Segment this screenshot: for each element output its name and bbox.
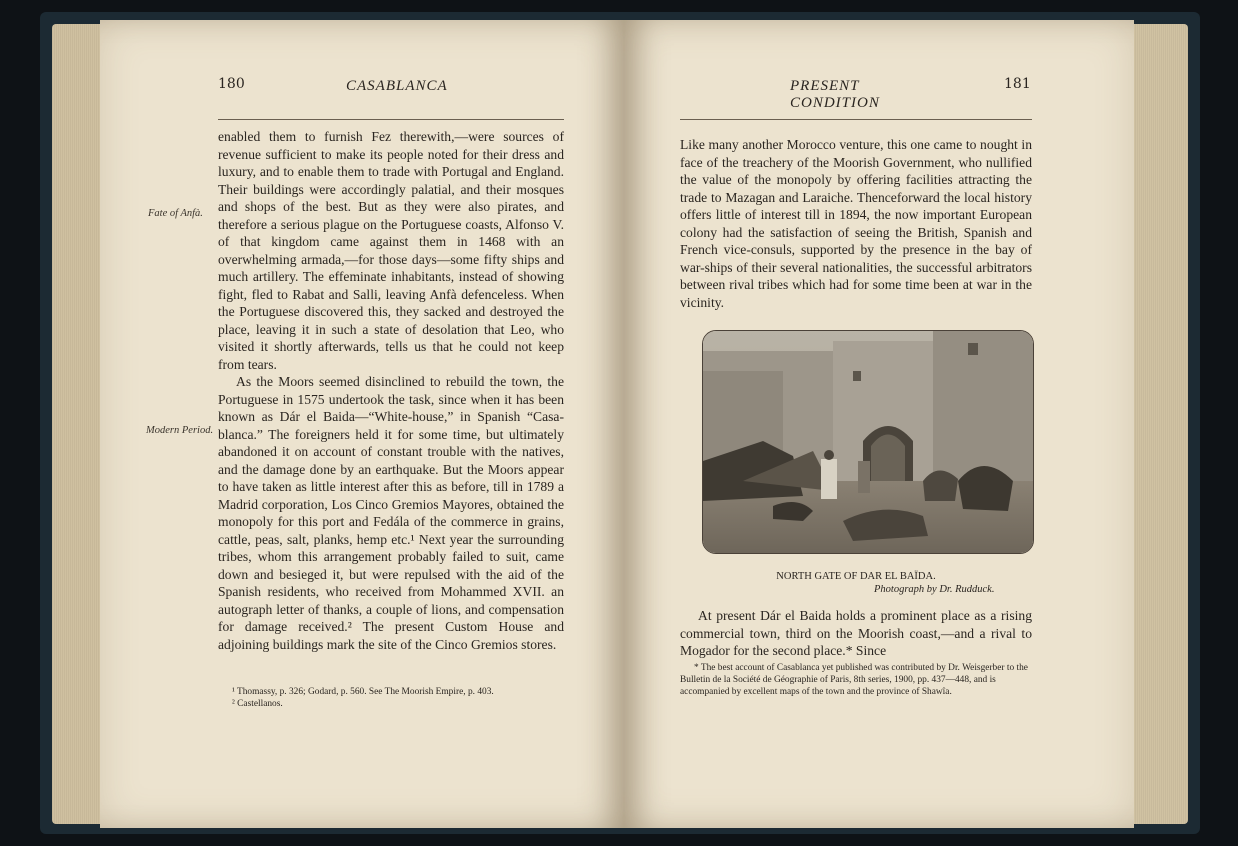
left-footnote-1: ¹ Thomassy, p. 326; Godard, p. 560. See The Moorish Empire, p. 403. — [232, 687, 494, 697]
margin-note-fate-of-anfa: Fate of Anfà. — [148, 208, 203, 219]
left-paragraph-2: As the Moors seemed disinclined to rebuild the town, the Portuguese in 1575 undertook the task, since when it has been known as Dár el Baida—“White-house,” in Spanish “Casa-blanca.” The foreigners held it for some time, but ultimately abandoned it on account of constant trouble with the natives, and the damage done by an earthquake. But the Moors appear to have taken as little interest after this as before, till in 1789 a Madrid corporation, Los Cinco Gremios Mayores, obtained the monopoly for this port and Fedála of the commerce in grains, cattle, peas, salt, planks, hemp etc.¹ Next year the surrounding tribes, whom this arrangement probably failed to suit, came down and besieged it, but were repulsed with the aid of the Spanish residents, who received from Mohammed XVII. an autograph letter of thanks, a couple of lions, and compensation for damage received.² The present Custom House and adjoining buildings mark the site of the Cinco Gremios stores. — [218, 374, 564, 652]
left-footnotes — [218, 686, 564, 710]
photo-caption: NORTH GATE OF DAR EL BAÏDA. — [776, 571, 936, 582]
right-page-number: 181 — [1004, 76, 1031, 92]
right-running-head: PRESENT CONDITION — [790, 78, 880, 111]
north-gate-photograph — [702, 330, 1034, 554]
right-body-text-bottom — [680, 607, 1032, 660]
right-paragraph-1: Like many another Morocco venture, this one came to nought in face of the treachery of the Moorish Government, who nullified the value of the monopoly by offering facilities attracting the trade to Mazagan and Laraiche. Thenceforward the local history offers little of interest till in 1894, the now important European colony had the satisfaction of seeing the British, Spanish and French vice-consuls, supported by the presence in the bay of war-ships of their several nationalities, the successful arbitrators between rival tribes which had for some time been at war in the vicinity. — [680, 137, 1032, 310]
left-page-number: 180 — [218, 76, 245, 92]
left-running-head: CASABLANCA — [346, 78, 448, 94]
left-paragraph-1: enabled them to furnish Fez therewith,—were sources of revenue sufficient to make its people noted for their dress and luxury, and to enable them to trade with Portugal and England. Their buildings were accordingly palatial, and their mosques and shops of the best. But as they were also pirates, and therefore a serious plague on the Portuguese coasts, Alfonso V. of that kingdom came against them in 1468 with an overwhelming armada,—for those days—some fifty ships and much artillery. The effeminate inhabitants, instead of showing fight, fled to Rabat and Salli, leaving Anfà defenceless. When the Portuguese discovered this, they sacked and destroyed the place, leaving it in such a state of desolation that Leo, who visited it shortly afterwards, tells us that he could not keep from tears. — [218, 129, 564, 372]
left-body-text — [218, 128, 564, 653]
right-header-rule — [680, 119, 1032, 120]
photo-credit: Photograph by Dr. Rudduck. — [874, 584, 995, 595]
right-paragraph-2: At present Dár el Baida holds a prominent place as a rising commercial town, third on the Moorish coast,—and a rival to Mogador for the second place.* Since — [680, 608, 1032, 658]
left-header-rule — [218, 119, 564, 120]
left-footnote-2: ² Castellanos. — [232, 699, 283, 709]
right-body-text-top — [680, 136, 1032, 311]
photo-image — [703, 331, 1033, 553]
right-footnote — [680, 662, 1032, 698]
margin-note-modern-period: Modern Period. — [146, 425, 214, 436]
right-footnote-text: * The best account of Casablanca yet published was contributed by Dr. Weisgerber to the Bulletin de la Société de Géographie of Paris, 8th series, 1900, pp. 437—448, and is accompanied by excellent maps of the town and the province of Shawîa. — [680, 663, 1028, 697]
page-edges-right — [1128, 24, 1188, 824]
